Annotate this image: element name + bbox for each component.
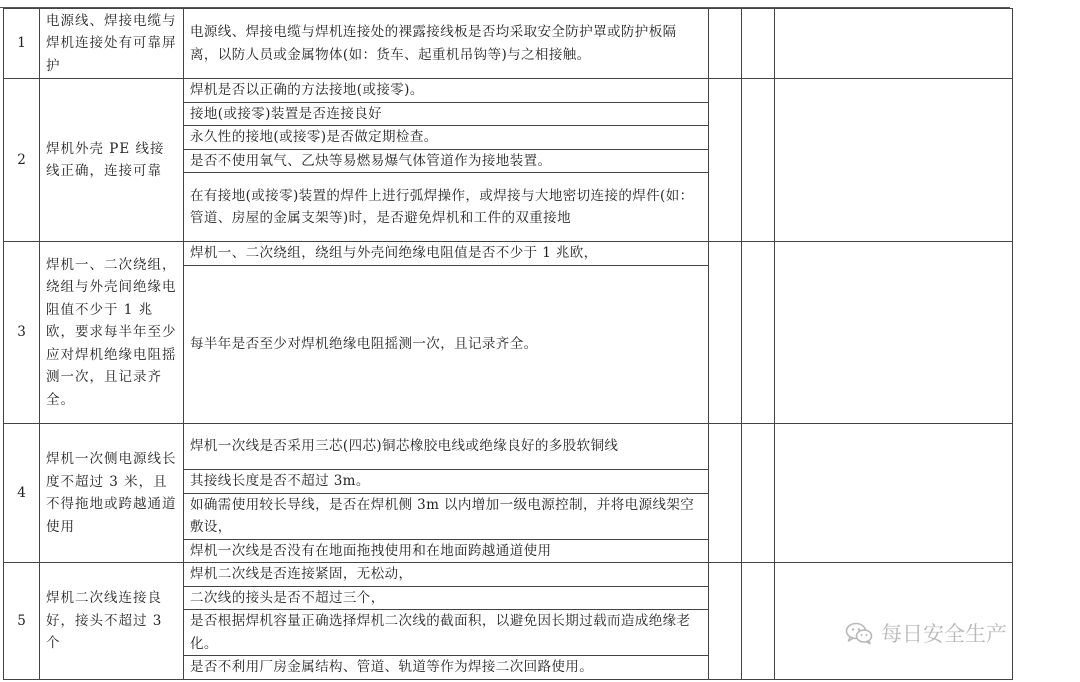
row-number: 2	[4, 79, 40, 242]
inspection-table	[3, 8, 1013, 680]
check-detail: 焊机一、二次绕组，绕组与外壳间绝缘电阻值是否不少于 1 兆欧，	[184, 242, 709, 266]
result-cell[interactable]	[709, 563, 742, 680]
watermark-text: 每日安全生产	[881, 622, 1007, 646]
check-detail: 是否不利用厂房金属结构、管道、轨道等作为焊接二次回路使用。	[184, 656, 709, 680]
watermark	[845, 618, 1007, 648]
check-detail: 焊机一次线是否采用三芯(四芯)铜芯橡胶电线或绝缘良好的多股软铜线	[184, 424, 709, 470]
check-detail: 在有接地(或接零)装置的焊件上进行弧焊操作，或焊接与大地密切连接的焊件(如：管道、房屋的金属支架等)时，是否避免焊机和工件的双重接地	[184, 173, 709, 242]
check-detail: 永久性的接地(或接零)是否做定期检查。	[184, 126, 709, 150]
table-row	[4, 9, 1013, 79]
result-cell[interactable]	[742, 424, 775, 563]
check-item: 电源线、焊接电缆与焊机连接处有可靠屏护	[40, 9, 184, 79]
check-detail: 如确需使用较长导线，是否在焊机侧 3m 以内增加一级电源控制，并将电源线架空敷设，	[184, 493, 709, 539]
check-detail: 焊机二次线是否连接紧固，无松动，	[184, 563, 709, 587]
check-detail: 是否不使用氧气、乙炔等易燃易爆气体管道作为接地装置。	[184, 149, 709, 173]
check-detail: 接地(或接零)装置是否连接良好	[184, 102, 709, 126]
row-number: 4	[4, 424, 40, 563]
result-cell[interactable]	[709, 424, 742, 563]
check-item: 焊机一、二次绕组，绕组与外壳间绝缘电阻值不少于 1 兆欧，要求每半年至少应对焊机绝缘电阻摇测一次，且记录齐全。	[40, 242, 184, 424]
result-cell[interactable]	[709, 242, 742, 424]
check-detail: 电源线、焊接电缆与焊机连接处的裸露接线板是否均采取安全防护罩或防护板隔离，以防人员或金属物体(如：货车、起重机吊钩等)与之相接触。	[184, 9, 709, 79]
check-detail: 其接线长度是否不超过 3m。	[184, 470, 709, 494]
result-cell[interactable]	[709, 9, 742, 79]
remarks-cell[interactable]	[775, 424, 1013, 563]
result-cell[interactable]	[742, 79, 775, 242]
table-row	[4, 563, 1013, 587]
check-item: 焊机一次侧电源线长度不超过 3 米，且不得拖地或跨越通道使用	[40, 424, 184, 563]
check-detail: 焊机是否以正确的方法接地(或接零)。	[184, 79, 709, 103]
check-detail: 是否根据焊机容量正确选择焊机二次线的截面积，以避免因长期过载而造成绝缘老化。	[184, 610, 709, 656]
remarks-cell[interactable]	[775, 242, 1013, 424]
check-detail: 每半年是否至少对焊机绝缘电阻摇测一次，且记录齐全。	[184, 266, 709, 424]
check-item: 焊机二次线连接良好，接头不超过 3 个	[40, 563, 184, 680]
result-cell[interactable]	[742, 242, 775, 424]
table-row	[4, 242, 1013, 266]
check-detail: 二次线的接头是否不超过三个，	[184, 586, 709, 610]
result-cell[interactable]	[709, 79, 742, 242]
table-row	[4, 424, 1013, 470]
row-number: 5	[4, 563, 40, 680]
row-number: 3	[4, 242, 40, 424]
table-row	[4, 79, 1013, 103]
result-cell[interactable]	[742, 563, 775, 680]
row-number: 1	[4, 9, 40, 79]
remarks-cell[interactable]	[775, 79, 1013, 242]
check-item: 焊机外壳 PE 线接线正确，连接可靠	[40, 79, 184, 242]
result-cell[interactable]	[742, 9, 775, 79]
wechat-icon	[845, 621, 873, 645]
remarks-cell[interactable]	[775, 9, 1013, 79]
check-detail: 焊机一次线是否没有在地面拖拽使用和在地面跨越通道使用	[184, 539, 709, 563]
